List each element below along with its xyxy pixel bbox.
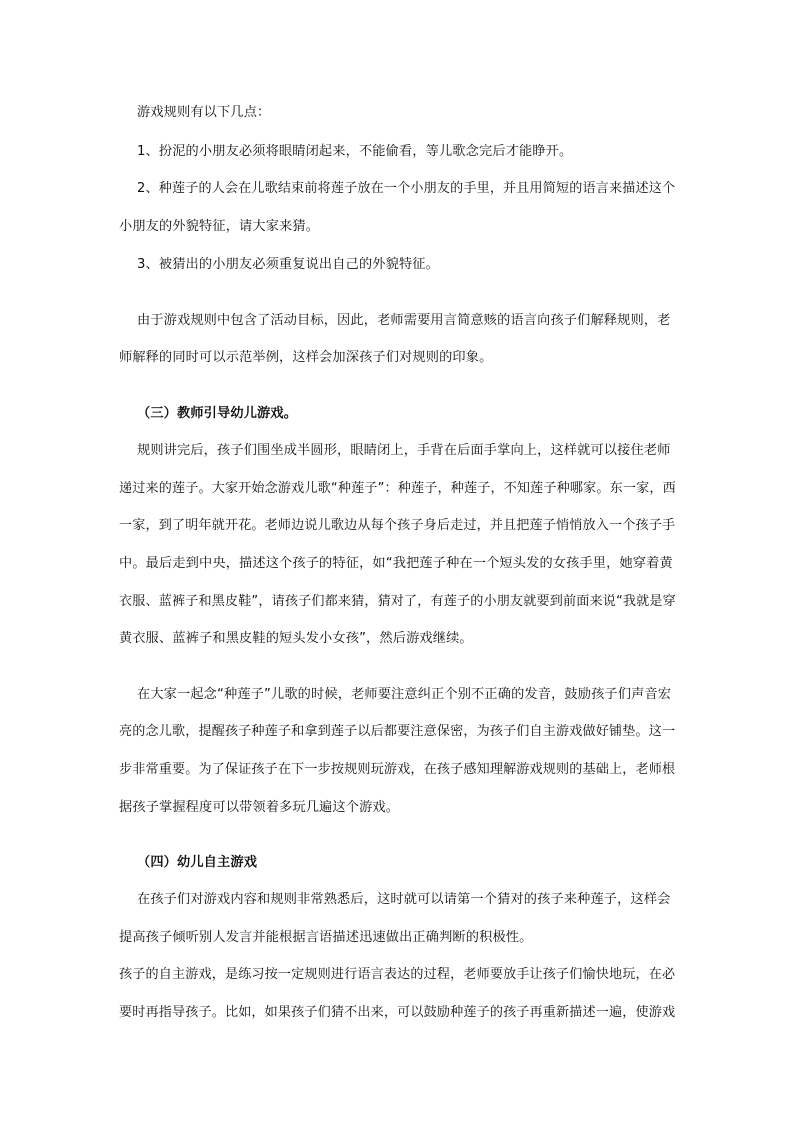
- para-song-line-3: 步非常重要。为了保证孩子在下一步按规则玩游戏，在孩子感知理解游戏规则的基础上，老师根: [119, 762, 676, 777]
- para-song-line-1: 在大家一起念“种莲子”儿歌的时候，老师要注意纠正个别不正确的发音，鼓励孩子们声音宏: [137, 687, 672, 702]
- para-last-line-1: 孩子的自主游戏，是练习按一定规则进行语言表达的过程，老师要放手让孩子们愉快地玩，在必: [119, 967, 676, 982]
- rule-1: 1、扮泥的小朋友必须将眼睛闭起来，不能偷看，等儿歌念完后才能睁开。: [137, 144, 573, 159]
- para-guide-line-2: 递过来的莲子。大家开始念游戏儿歌“种莲子”：种莲子，种莲子，不知莲子种哪家。东一家，西: [119, 481, 676, 496]
- para-self-line-2: 提高孩子倾听别人发言并能根据言语描述迅速做出正确判断的积极性。: [119, 930, 533, 945]
- rules-intro: 游戏规则有以下几点：: [137, 105, 271, 120]
- rule-2-line-1: 2、种莲子的人会在儿歌结束前将莲子放在一个小朋友的手里，并且用简短的语言来描述这个: [137, 181, 676, 196]
- para-guide-line-6: 黄衣服、蓝裤子和黑皮鞋的短头发小女孩”，然后游戏继续。: [119, 631, 473, 646]
- para-explain-line-2: 师解释的同时可以示范举例，这样会加深孩子们对规则的印象。: [119, 350, 493, 365]
- section-heading-4: （四）幼儿自主游戏: [137, 855, 258, 870]
- para-guide-line-3: 一家，到了明年就开花。老师边说儿歌边从每个孩子身后走过，并且把莲子悄悄放入一个孩子手: [119, 518, 676, 533]
- para-explain-line-1: 由于游戏规则中包含了活动目标，因此，老师需要用言简意赅的语言向孩子们解释规则，老: [137, 313, 671, 328]
- para-guide-line-5: 衣服、蓝裤子和黑皮鞋”，请孩子们都来猜，猜对了，有莲子的小朋友就要到前面来说“我就是穿: [119, 594, 676, 609]
- para-last-line-2: 要时再指导孩子。比如，如果孩子们猜不出来，可以鼓励种莲子的孩子再重新描述一遍，使游戏: [119, 1005, 676, 1020]
- para-guide-line-4: 中。最后走到中央，描述这个孩子的特征，如“我把莲子种在一个短头发的女孩手里，她穿着黄: [119, 556, 673, 571]
- rule-2-line-2: 小朋友的外貌特征，请大家来猜。: [119, 219, 320, 234]
- para-song-line-2: 亮的念儿歌，提醒孩子种莲子和拿到莲子以后都要注意保密，为孩子们自主游戏做好铺垫。这一: [119, 724, 676, 739]
- para-song-line-4: 据孩子掌握程度可以带领着多玩几遍这个游戏。: [119, 800, 400, 815]
- para-self-line-1: 在孩子们对游戏内容和规则非常熟悉后，这时就可以请第一个猜对的孩子来种莲子，这样会: [137, 892, 671, 907]
- para-guide-line-1: 规则讲完后，孩子们围坐成半圆形，眼睛闭上，手背在后面手掌向上，这样就可以接住老师: [137, 443, 671, 458]
- rule-3: 3、被猜出的小朋友必须重复说出自己的外貌特征。: [137, 257, 439, 272]
- section-heading-3: （三）教师引导幼儿游戏。: [137, 406, 298, 421]
